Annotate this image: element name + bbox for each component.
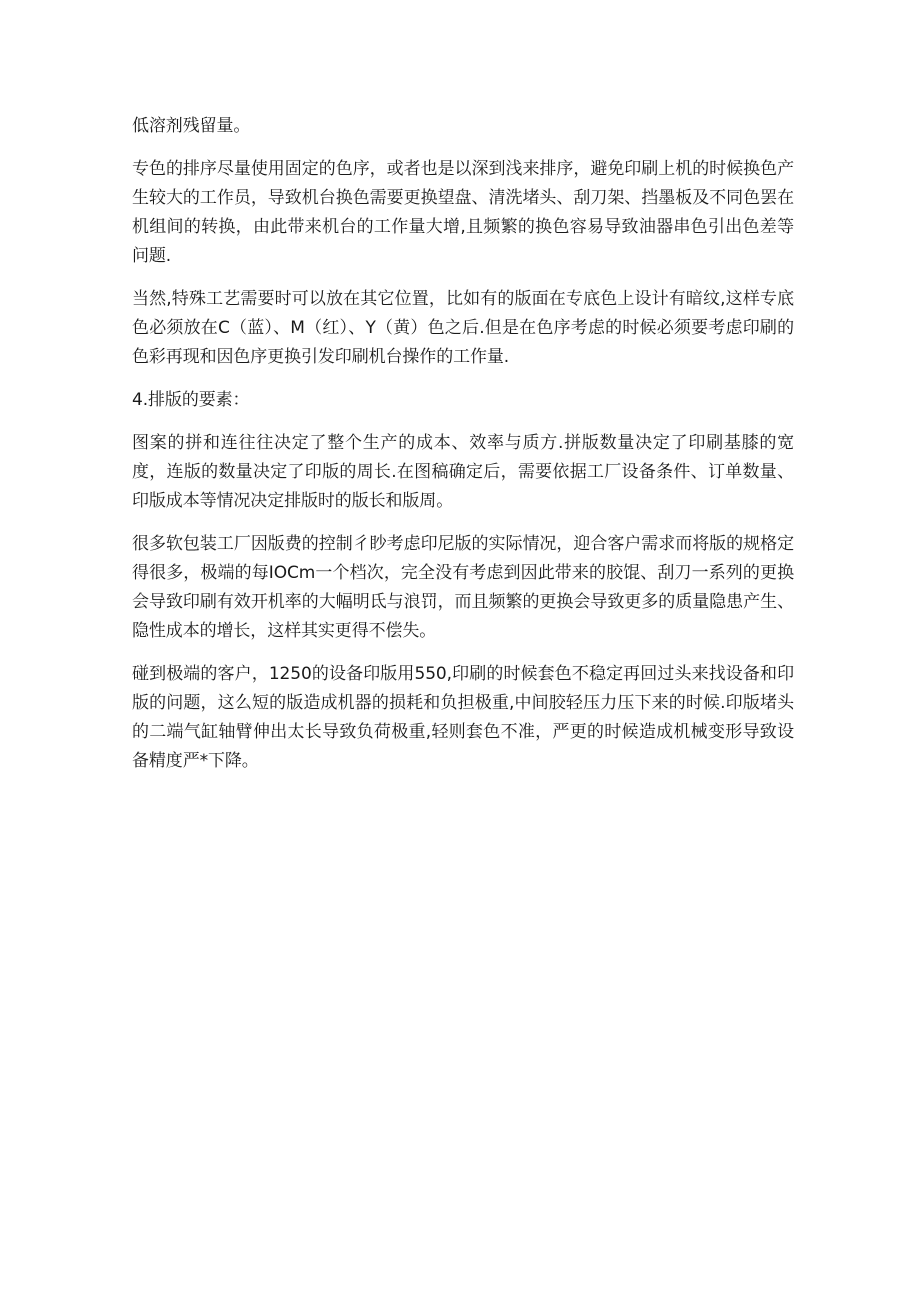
document-body xyxy=(132,112,794,790)
section-heading-layout-factors: 4.排版的要素： xyxy=(132,390,250,410)
paragraph-solvent-residue: 低溶剂残留量。 xyxy=(132,116,251,136)
paragraph-plate-cost-control: 很多软包装工厂因版费的控制彳眇考虑印尼版的实际情况，迎合客户需求而将版的规格定得很多，极端的每IOCm一个档次，完全没有考虑到因此带来的胶馄、刮刀一系列的更换会导致印刷有效开机率的大幅明氐与浪罚，而且频繁的更换会导致更多的质量隐患产生、隐性成本的增长，这样其实更得不偿失。 xyxy=(132,534,794,641)
paragraph-extreme-customers: 碰到极端的客户，1250的设备印版用550,印刷的时候套色不稳定再回过头来找设备和印版的问题，这么短的版造成机器的损耗和负担极重,中间胶轻压力压下来的时候.印版堵头的二端气缸轴臂伸出太长导致负荷极重,轻则套色不准，严更的时候造成机械变形导致设备精度严*下降。 xyxy=(132,664,794,771)
paragraph-imposition: 图案的拼和连往往决定了整个生产的成本、效率与质方.拼版数量决定了印刷基膝的宽度，连版的数量决定了印版的周长.在图稿确定后，需要依据工厂设备条件、订单数量、印版成本等情况决定排版时的版长和版周。 xyxy=(132,433,794,511)
paragraph-special-process: 当然,特殊工艺需要时可以放在其它位置，比如有的版面在专底色上设计有暗纹,这样专底色必须放在C（蓝）、M（红）、Y（黄）色之后.但是在色序考虑的时候必须要考虑印刷的色彩再现和因色序更换引发印刷机台操作的工作量. xyxy=(132,289,794,367)
paragraph-spot-color-order: 专色的排序尽量使用固定的色序，或者也是以深到浅来排序，避免印刷上机的时候换色产生较大的工作员，导致机台换色需要更换望盘、清洗堵头、刮刀架、挡墨板及不同色罢在机组间的转换，由此带来机台的工作量大增,且频繁的换色容易导致油器串色引出色差等问题. xyxy=(132,159,794,266)
